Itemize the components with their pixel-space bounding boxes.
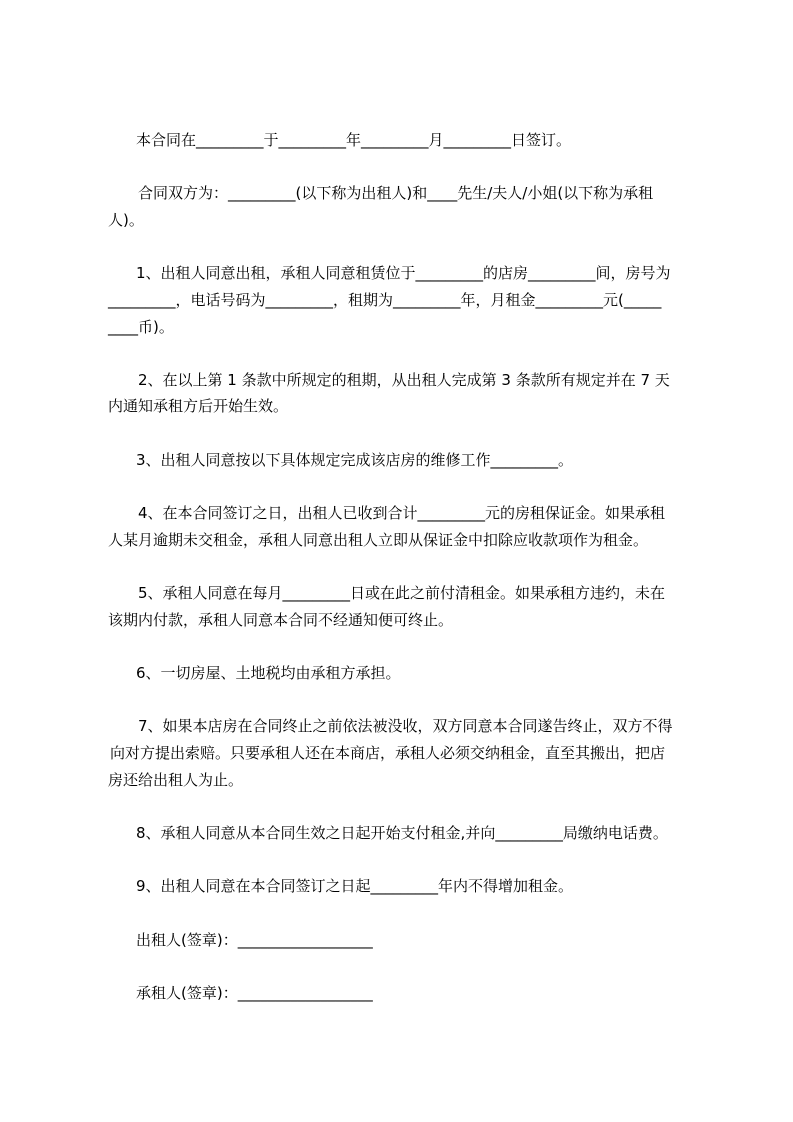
clause-2-line-2: 内通知承租方后开始生效。	[108, 397, 289, 415]
clause-5-line-2: 该期内付款，承租人同意本合同不经通知便可终止。	[108, 611, 454, 629]
clause-4-line-1: 4、在本合同签订之日，出租人已收到合计_________元的房租保证金。如果承租	[138, 504, 666, 522]
parties-line-2: 人)。	[108, 211, 144, 229]
clause-4-line-2: 人某月逾期未交租金，承租人同意出租人立即从保证金中扣除应收款项作为租金。	[108, 531, 649, 549]
clause-7-line-1: 7、如果本店房在合同终止之前依法被没收，双方同意本合同遂告终止，双方不得	[138, 717, 673, 735]
clause-1-line-3: ____币)。	[108, 318, 174, 336]
lessee-signature-line: 承租人(签章)：__________________	[136, 984, 373, 1002]
preamble-line: 本合同在_________于_________年_________月_________日签订。	[136, 131, 572, 149]
clause-2-line-1: 2、在以上第 1 条款中所规定的租期，从出租人完成第 3 条款所有规定并在 7 天	[138, 371, 670, 389]
parties-line-1: 合同双方为：_________(以下称为出租人)和____先生/夫人/小姐(以下称为承租	[138, 184, 654, 202]
clause-7-line-2: 向对方提出索赔。只要承租人还在本商店，承租人必须交纳租金，直至其搬出，把店	[110, 744, 666, 762]
lessor-signature-line: 出租人(签章)：__________________	[136, 931, 373, 949]
clause-3-line-1: 3、出租人同意按以下具体规定完成该店房的维修工作_________。	[136, 451, 574, 469]
clause-5-line-1: 5、承租人同意在每月_________日或在此之前付清租金。如果承租方违约，未在	[138, 584, 666, 602]
clause-6-line-1: 6、一切房屋、土地税均由承租方承担。	[136, 664, 401, 682]
clause-7-line-3: 房还给出租人为止。	[108, 771, 244, 789]
clause-8-line-1: 8、承租人同意从本合同生效之日起开始支付租金,并向_________局缴纳电话费。	[136, 824, 668, 842]
clause-9-line-1: 9、出租人同意在本合同签订之日起_________年内不得增加租金。	[136, 877, 574, 895]
clause-1-line-1: 1、出租人同意出租，承租人同意租赁位于_________的店房_________间，房号为	[136, 264, 671, 282]
clause-1-line-2: _________，电话号码为_________，租期为_________年，月租金_________元(_____	[108, 291, 662, 309]
